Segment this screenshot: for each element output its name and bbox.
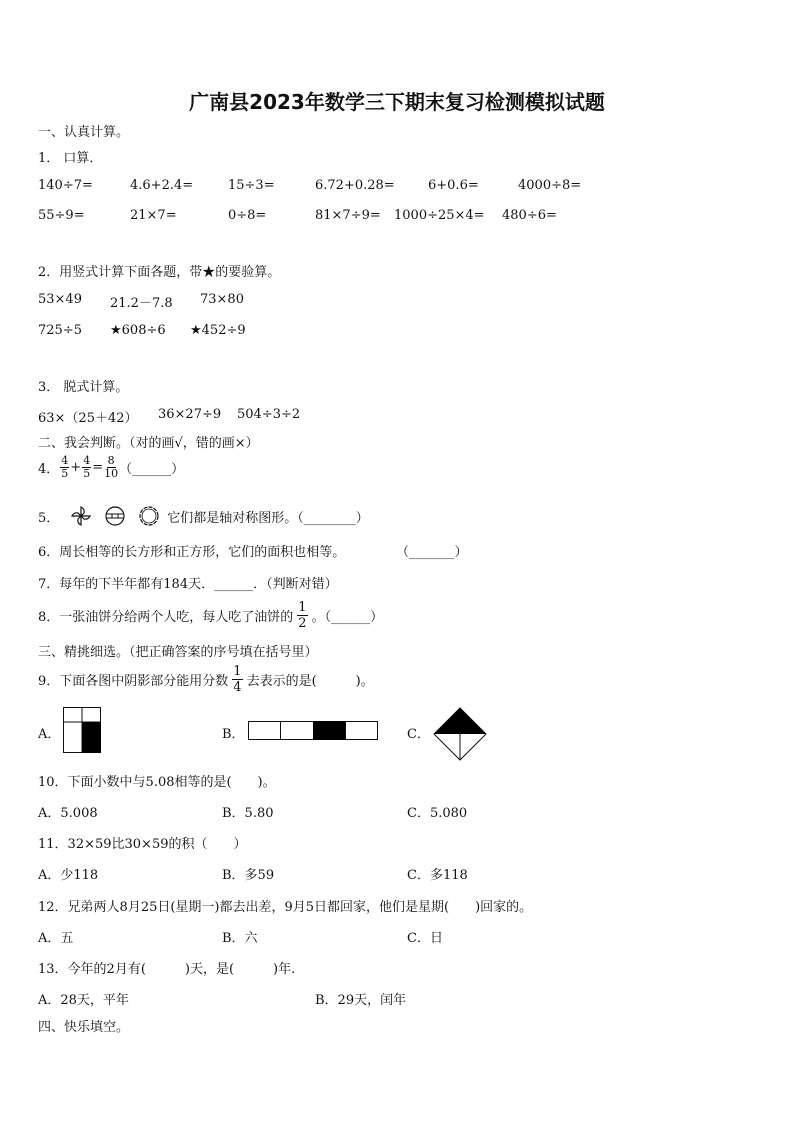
answer-blank[interactable]: 。（______） [311, 610, 384, 625]
fraction [82, 455, 91, 480]
circle-pattern-icon [103, 505, 127, 527]
q7-text: 7．每年的下半年都有184天．______．（判断对错） [38, 577, 338, 592]
option-a[interactable]: A．28天，平年 [38, 993, 129, 1008]
option-b[interactable]: B．5.80 [222, 806, 274, 821]
q3-label: 3． 脱式计算。 [38, 380, 129, 395]
q2-label: 2．用竖式计算下面各题，带★的要验算。 [38, 265, 281, 280]
flower-icon [137, 505, 161, 527]
section-2-heading: 二、我会判断。（对的画√，错的画×） [38, 436, 259, 451]
equals-sign: = [92, 460, 104, 475]
option-b[interactable]: B．六 [222, 931, 258, 946]
q2-item: 725÷5 [38, 323, 82, 338]
fraction [232, 664, 242, 695]
q1-item: 15÷3= [228, 178, 275, 193]
fraction-denominator: 2 [298, 616, 307, 631]
q10-text: 10．下面小数中与5.08相等的是( )。 [38, 775, 276, 790]
answer-blank[interactable]: （______） [119, 462, 185, 477]
q3-item: 36×27÷9 [158, 407, 222, 422]
q5 [38, 505, 369, 527]
option-a-figure [63, 707, 101, 753]
fraction-denominator: 5 [83, 467, 91, 480]
section-1-heading: 一、认真计算。 [38, 125, 130, 140]
option-c-figure [433, 707, 487, 761]
pinwheel-icon [69, 505, 93, 527]
option-c-label[interactable]: C． [407, 727, 430, 742]
q5-number: 5． [38, 510, 60, 526]
option-c[interactable]: C．多118 [407, 868, 468, 883]
q1-item: 21×7= [130, 208, 177, 223]
q11-text: 11．32×59比30×59的积（ ） [38, 837, 247, 852]
fraction-numerator: 4 [61, 454, 69, 467]
q6-text: 6．周长相等的长方形和正方形，它们的面积也相等。 [38, 545, 346, 560]
option-b-label[interactable]: B． [222, 727, 245, 742]
q9 [38, 664, 374, 695]
option-a-label[interactable]: A． [38, 727, 61, 742]
q1-item: 6+0.6= [428, 178, 479, 193]
q2-item: 53×49 [38, 292, 82, 307]
option-a[interactable]: A．5.008 [38, 806, 98, 821]
q1-item: 480÷6= [502, 208, 557, 223]
q9-text: 9．下面各图中阴影部分能用分数 [38, 674, 229, 689]
q1-item: 140÷7= [38, 178, 93, 193]
fraction-denominator: 10 [104, 467, 119, 480]
q9-text-tail: 去表示的是( )。 [246, 674, 374, 689]
option-b[interactable]: B．29天，闰年 [315, 993, 407, 1008]
option-b-figure [248, 721, 378, 740]
q2-item: 21.2－7.8 [110, 296, 173, 311]
fraction-numerator: 1 [233, 664, 242, 679]
fraction-numerator: 4 [83, 454, 91, 467]
q1-item: 4.6+2.4= [130, 178, 194, 193]
q1-item: 6.72+0.28= [315, 178, 395, 193]
q1-item: 4000÷8= [518, 178, 582, 193]
q8-text: 8．一张油饼分给两个人吃，每人吃了油饼的 [38, 610, 294, 625]
fraction [104, 455, 118, 480]
fraction-numerator: 8 [107, 454, 115, 467]
q1-item: 81×7÷9= [315, 208, 381, 223]
fraction-denominator: 5 [61, 467, 69, 480]
option-c[interactable]: C．日 [407, 931, 443, 946]
q5-text: 它们都是轴对称图形。（________） [167, 510, 369, 526]
fraction-numerator: 1 [298, 600, 307, 615]
answer-blank[interactable]: （_______） [396, 545, 468, 560]
q2-item: ★608÷6 [110, 323, 166, 338]
q3-item: 63×（25＋42） [38, 411, 138, 426]
q12-text: 12．兄弟两人8月25日(星期一)都去出差，9月5日都回家，他们是星期( )回家的。 [38, 900, 533, 915]
q1-item: 1000÷25×4= [394, 208, 485, 223]
section-4-heading: 四、快乐填空。 [38, 1020, 130, 1035]
section-3-heading: 三、精挑细选。（把正确答案的序号填在括号里） [38, 645, 318, 660]
q4-number: 4． [38, 462, 60, 477]
q3-item: 504÷3÷2 [237, 407, 301, 422]
fraction-denominator: 4 [233, 680, 242, 695]
q8 [38, 600, 383, 631]
option-a[interactable]: A．五 [38, 931, 74, 946]
q1-item: 55÷9= [38, 208, 85, 223]
q4 [38, 455, 184, 480]
q13-text: 13．今年的2月有( )天，是( )年. [38, 962, 296, 977]
plus-sign: + [70, 460, 82, 475]
q2-item: ★452÷9 [190, 323, 246, 338]
page-title: 广南县2023年数学三下期末复习检测模拟试题 [189, 90, 605, 114]
option-a[interactable]: A．少118 [38, 868, 99, 883]
q1-label: 1． 口算． [38, 151, 103, 166]
q1-item: 0÷8= [228, 208, 267, 223]
option-b[interactable]: B．多59 [222, 868, 275, 883]
option-c[interactable]: C．5.080 [407, 806, 468, 821]
fraction [297, 600, 307, 631]
fraction [60, 455, 69, 480]
q2-item: 73×80 [200, 292, 244, 307]
